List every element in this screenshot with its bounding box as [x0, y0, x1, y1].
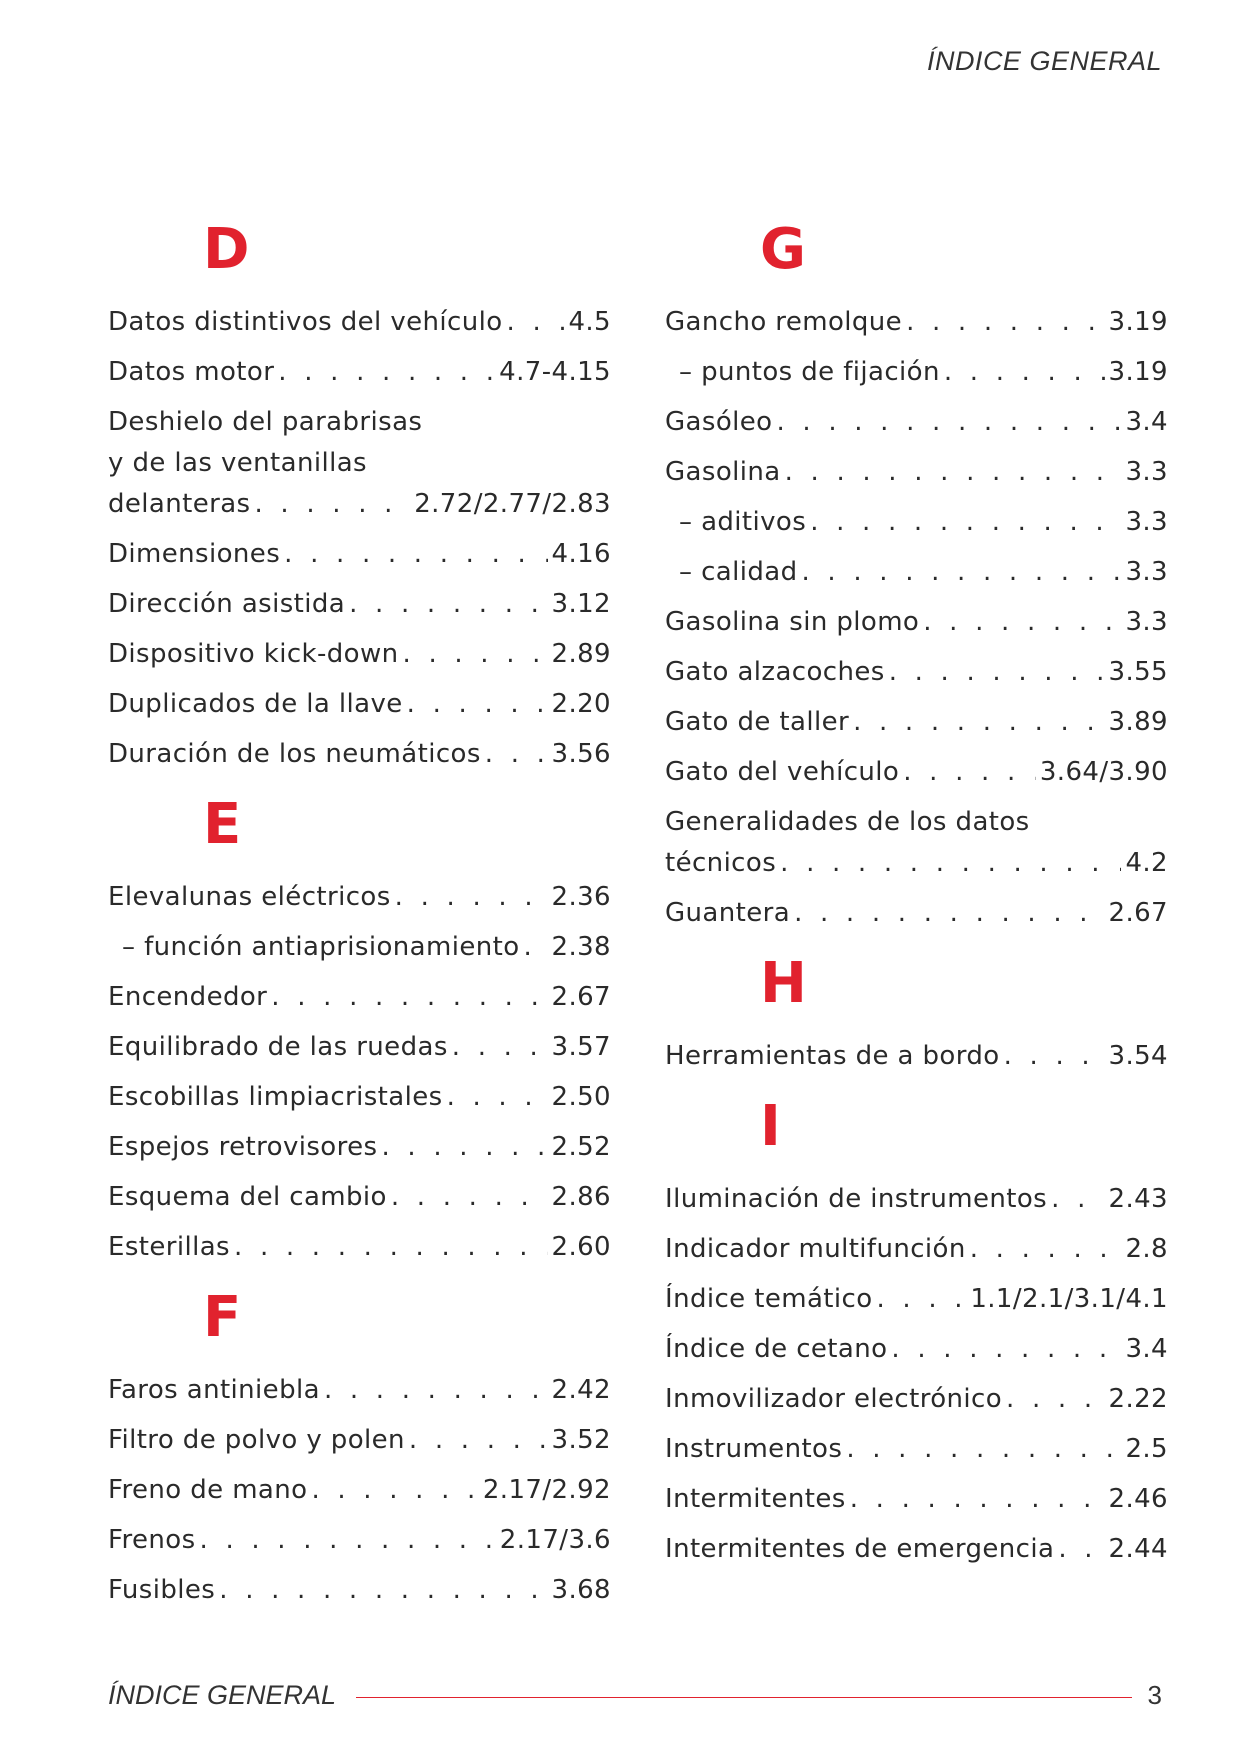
entry-page: 2.22 — [1108, 1384, 1168, 1414]
leader-dots — [507, 302, 565, 343]
leader-dots — [923, 602, 1121, 643]
entry-label: Instrumentos — [665, 1434, 843, 1464]
index-section — [665, 218, 1168, 934]
entry-page: 2.60 — [551, 1232, 611, 1262]
entry-label: Herramientas de a bordo — [665, 1041, 1000, 1071]
entry-label: Gato alzacoches — [665, 657, 885, 687]
index-entry — [108, 977, 611, 1018]
index-entry — [665, 1036, 1168, 1077]
index-section — [108, 793, 611, 1268]
leader-dots — [906, 302, 1104, 343]
entry-page: 3.68 — [551, 1575, 611, 1605]
index-entry — [665, 1429, 1168, 1470]
entry-label: Duplicados de la llave — [108, 689, 403, 719]
entry-label-line: Generalidades de los datos — [665, 807, 1030, 837]
entry-label: Faros antiniebla — [108, 1375, 320, 1405]
index-entry — [665, 452, 1168, 493]
leader-dots — [255, 484, 411, 525]
section-letter: H — [760, 951, 807, 1016]
index-entry — [108, 1027, 611, 1068]
entry-page: 4.16 — [551, 539, 611, 569]
entry-label: Gasolina — [665, 457, 781, 487]
index-entry — [108, 734, 611, 775]
entry-page: 2.17/3.6 — [499, 1525, 611, 1555]
leader-dots — [391, 1177, 548, 1218]
page-number: 3 — [1147, 1680, 1162, 1710]
section-letter: D — [203, 217, 250, 282]
entry-page: 3.3 — [1125, 507, 1168, 537]
entry-label: – aditivos — [679, 507, 807, 537]
index-column-right — [665, 218, 1168, 1579]
entry-page: 3.3 — [1125, 557, 1168, 587]
leader-dots — [311, 1470, 478, 1511]
leader-dots — [780, 843, 1121, 884]
entry-label: Índice temático — [665, 1284, 873, 1314]
index-section — [665, 1095, 1168, 1570]
leader-dots — [1058, 1529, 1104, 1570]
entry-page: 2.42 — [551, 1375, 611, 1405]
index-entry — [665, 702, 1168, 743]
entry-page: 2.86 — [551, 1182, 611, 1212]
entry-page: 2.46 — [1108, 1484, 1168, 1514]
index-entry — [665, 802, 1168, 884]
index-entry — [665, 1329, 1168, 1370]
entry-label: Encendedor — [108, 982, 268, 1012]
index-entry — [108, 534, 611, 575]
entry-label: Escobillas limpiacristales — [108, 1082, 443, 1112]
entry-page: 3.4 — [1125, 407, 1168, 437]
leader-dots — [219, 1570, 547, 1611]
entry-page: 2.43 — [1108, 1184, 1168, 1214]
index-entry — [665, 1379, 1168, 1420]
leader-dots — [846, 1429, 1121, 1470]
leader-dots — [776, 402, 1121, 443]
entry-page: 3.56 — [551, 739, 611, 769]
index-entry — [665, 1229, 1168, 1270]
index-entry — [665, 602, 1168, 643]
index-entry — [665, 1529, 1168, 1570]
entry-label: Duración de los neumáticos — [108, 739, 481, 769]
entry-label: Indicador multifunción — [665, 1234, 966, 1264]
index-entry — [108, 302, 611, 343]
entry-page: 3.3 — [1125, 607, 1168, 637]
entry-label: – calidad — [679, 557, 798, 587]
entry-label: Elevalunas eléctricos — [108, 882, 391, 912]
entry-label: técnicos — [665, 848, 777, 878]
entry-page: 2.5 — [1125, 1434, 1168, 1464]
index-entry — [665, 1479, 1168, 1520]
entry-page: 2.50 — [551, 1082, 611, 1112]
index-entry — [108, 1470, 611, 1511]
entry-page: 3.55 — [1108, 657, 1168, 687]
leader-dots — [447, 1077, 548, 1118]
entry-label: Dirección asistida — [108, 589, 346, 619]
leader-dots — [485, 734, 548, 775]
entry-page: 4.2 — [1125, 848, 1168, 878]
entry-label: Índice de cetano — [665, 1334, 888, 1364]
entry-label: Intermitentes de emergencia — [665, 1534, 1055, 1564]
footer — [108, 1680, 1162, 1711]
entry-page: 3.64/3.90 — [1039, 757, 1168, 787]
entry-label: Gato del vehículo — [665, 757, 900, 787]
index-subentry — [665, 552, 1168, 593]
index-entry — [108, 584, 611, 625]
entry-page: 3.12 — [551, 589, 611, 619]
entry-page: 2.20 — [551, 689, 611, 719]
entry-label: Filtro de polvo y polen — [108, 1425, 405, 1455]
entry-last-line — [665, 843, 1168, 884]
index-subentry — [665, 352, 1168, 393]
entry-page: 3.19 — [1108, 357, 1168, 387]
leader-dots — [1006, 1379, 1104, 1420]
section-letter: I — [760, 1094, 781, 1159]
entry-page: 3.57 — [551, 1032, 611, 1062]
entry-page: 2.38 — [551, 932, 611, 962]
index-entry — [108, 1127, 611, 1168]
entry-page: 2.72/2.77/2.83 — [414, 489, 611, 519]
footer-title: ÍNDICE GENERAL — [108, 1680, 337, 1710]
index-section — [665, 952, 1168, 1077]
index-subentry — [108, 927, 611, 968]
index-section — [108, 218, 611, 775]
entry-label: delanteras — [108, 489, 251, 519]
leader-dots — [877, 1279, 967, 1320]
leader-dots — [324, 1370, 548, 1411]
leader-dots — [1051, 1179, 1104, 1220]
leader-dots — [452, 1027, 548, 1068]
leader-dots — [889, 652, 1105, 693]
index-column-left — [108, 218, 611, 1620]
entry-page: 2.52 — [551, 1132, 611, 1162]
leader-dots — [1004, 1036, 1105, 1077]
leader-dots — [810, 502, 1121, 543]
index-entry — [108, 352, 611, 393]
entry-label: Gato de taller — [665, 707, 850, 737]
leader-dots — [903, 752, 1036, 793]
entry-page: 2.36 — [551, 882, 611, 912]
entry-page: 3.52 — [551, 1425, 611, 1455]
section-letter: F — [203, 1285, 242, 1350]
entry-label: Esterillas — [108, 1232, 231, 1262]
entry-last-line — [108, 484, 611, 525]
entry-page: 3.54 — [1108, 1041, 1168, 1071]
index-entry — [665, 652, 1168, 693]
entry-label: Intermitentes — [665, 1484, 846, 1514]
leader-dots — [944, 352, 1105, 393]
leader-dots — [853, 702, 1104, 743]
entry-page: 2.44 — [1108, 1534, 1168, 1564]
entry-label: Espejos retrovisores — [108, 1132, 378, 1162]
footer-divider — [356, 1697, 1131, 1698]
leader-dots — [278, 352, 495, 393]
entry-label: Equilibrado de las ruedas — [108, 1032, 448, 1062]
leader-dots — [970, 1229, 1122, 1270]
index-entry — [665, 1279, 1168, 1320]
entry-label: – función antiaprisionamiento — [122, 932, 520, 962]
index-entry — [665, 893, 1168, 934]
leader-dots — [234, 1227, 547, 1268]
leader-dots — [349, 584, 547, 625]
index-entry — [108, 634, 611, 675]
index-section — [108, 1286, 611, 1611]
entry-page: 2.89 — [551, 639, 611, 669]
entry-label: Fusibles — [108, 1575, 216, 1605]
index-entry — [108, 877, 611, 918]
index-entry — [665, 402, 1168, 443]
entry-page: 2.67 — [1108, 898, 1168, 928]
index-entry — [108, 684, 611, 725]
leader-dots — [407, 684, 548, 725]
entry-page: 4.5 — [568, 307, 611, 337]
entry-label: Gancho remolque — [665, 307, 903, 337]
index-entry — [108, 402, 611, 525]
entry-label: Dispositivo kick-down — [108, 639, 399, 669]
leader-dots — [284, 534, 547, 575]
entry-page: 1.1/2.1/3.1/4.1 — [970, 1284, 1168, 1314]
leader-dots — [271, 977, 547, 1018]
leader-dots — [409, 1420, 548, 1461]
entry-page: 2.17/2.92 — [482, 1475, 611, 1505]
leader-dots — [891, 1329, 1121, 1370]
entry-label: Datos motor — [108, 357, 275, 387]
entry-label: Frenos — [108, 1525, 196, 1555]
header-title: ÍNDICE GENERAL — [926, 46, 1162, 76]
section-letter: G — [760, 217, 806, 282]
entry-page: 2.8 — [1125, 1234, 1168, 1264]
entry-label: Guantera — [665, 898, 791, 928]
leader-dots — [785, 452, 1122, 493]
entry-label: Gasóleo — [665, 407, 773, 437]
entry-label: Datos distintivos del vehículo — [108, 307, 503, 337]
entry-label: Iluminación de instrumentos — [665, 1184, 1048, 1214]
entry-label: Inmovilizador electrónico — [665, 1384, 1003, 1414]
entry-page: 3.4 — [1125, 1334, 1168, 1364]
index-entry — [108, 1227, 611, 1268]
leader-dots — [850, 1479, 1105, 1520]
index-entry — [108, 1520, 611, 1561]
leader-dots — [794, 893, 1104, 934]
leader-dots — [381, 1127, 547, 1168]
entry-page: 4.7-4.15 — [499, 357, 611, 387]
index-entry — [665, 302, 1168, 343]
index-entry — [108, 1370, 611, 1411]
index-entry — [665, 1179, 1168, 1220]
leader-dots — [801, 552, 1121, 593]
entry-label: Gasolina sin plomo — [665, 607, 920, 637]
entry-label: Esquema del cambio — [108, 1182, 387, 1212]
index-entry — [665, 752, 1168, 793]
entry-page: 2.67 — [551, 982, 611, 1012]
entry-page: 3.89 — [1108, 707, 1168, 737]
entry-label-line: Deshielo del parabrisas — [108, 407, 423, 437]
section-letter: E — [203, 792, 242, 857]
entry-label: – puntos de fijación — [679, 357, 940, 387]
index-entry — [108, 1420, 611, 1461]
entry-label: Freno de mano — [108, 1475, 308, 1505]
entry-label: Dimensiones — [108, 539, 281, 569]
entry-page: 3.3 — [1125, 457, 1168, 487]
index-entry — [108, 1077, 611, 1118]
leader-dots — [524, 927, 548, 968]
index-entry — [108, 1177, 611, 1218]
index-entry — [108, 1570, 611, 1611]
leader-dots — [200, 1520, 496, 1561]
leader-dots — [403, 634, 548, 675]
index-subentry — [665, 502, 1168, 543]
leader-dots — [395, 877, 548, 918]
entry-label-line: y de las ventanillas — [108, 448, 367, 478]
entry-page: 3.19 — [1108, 307, 1168, 337]
